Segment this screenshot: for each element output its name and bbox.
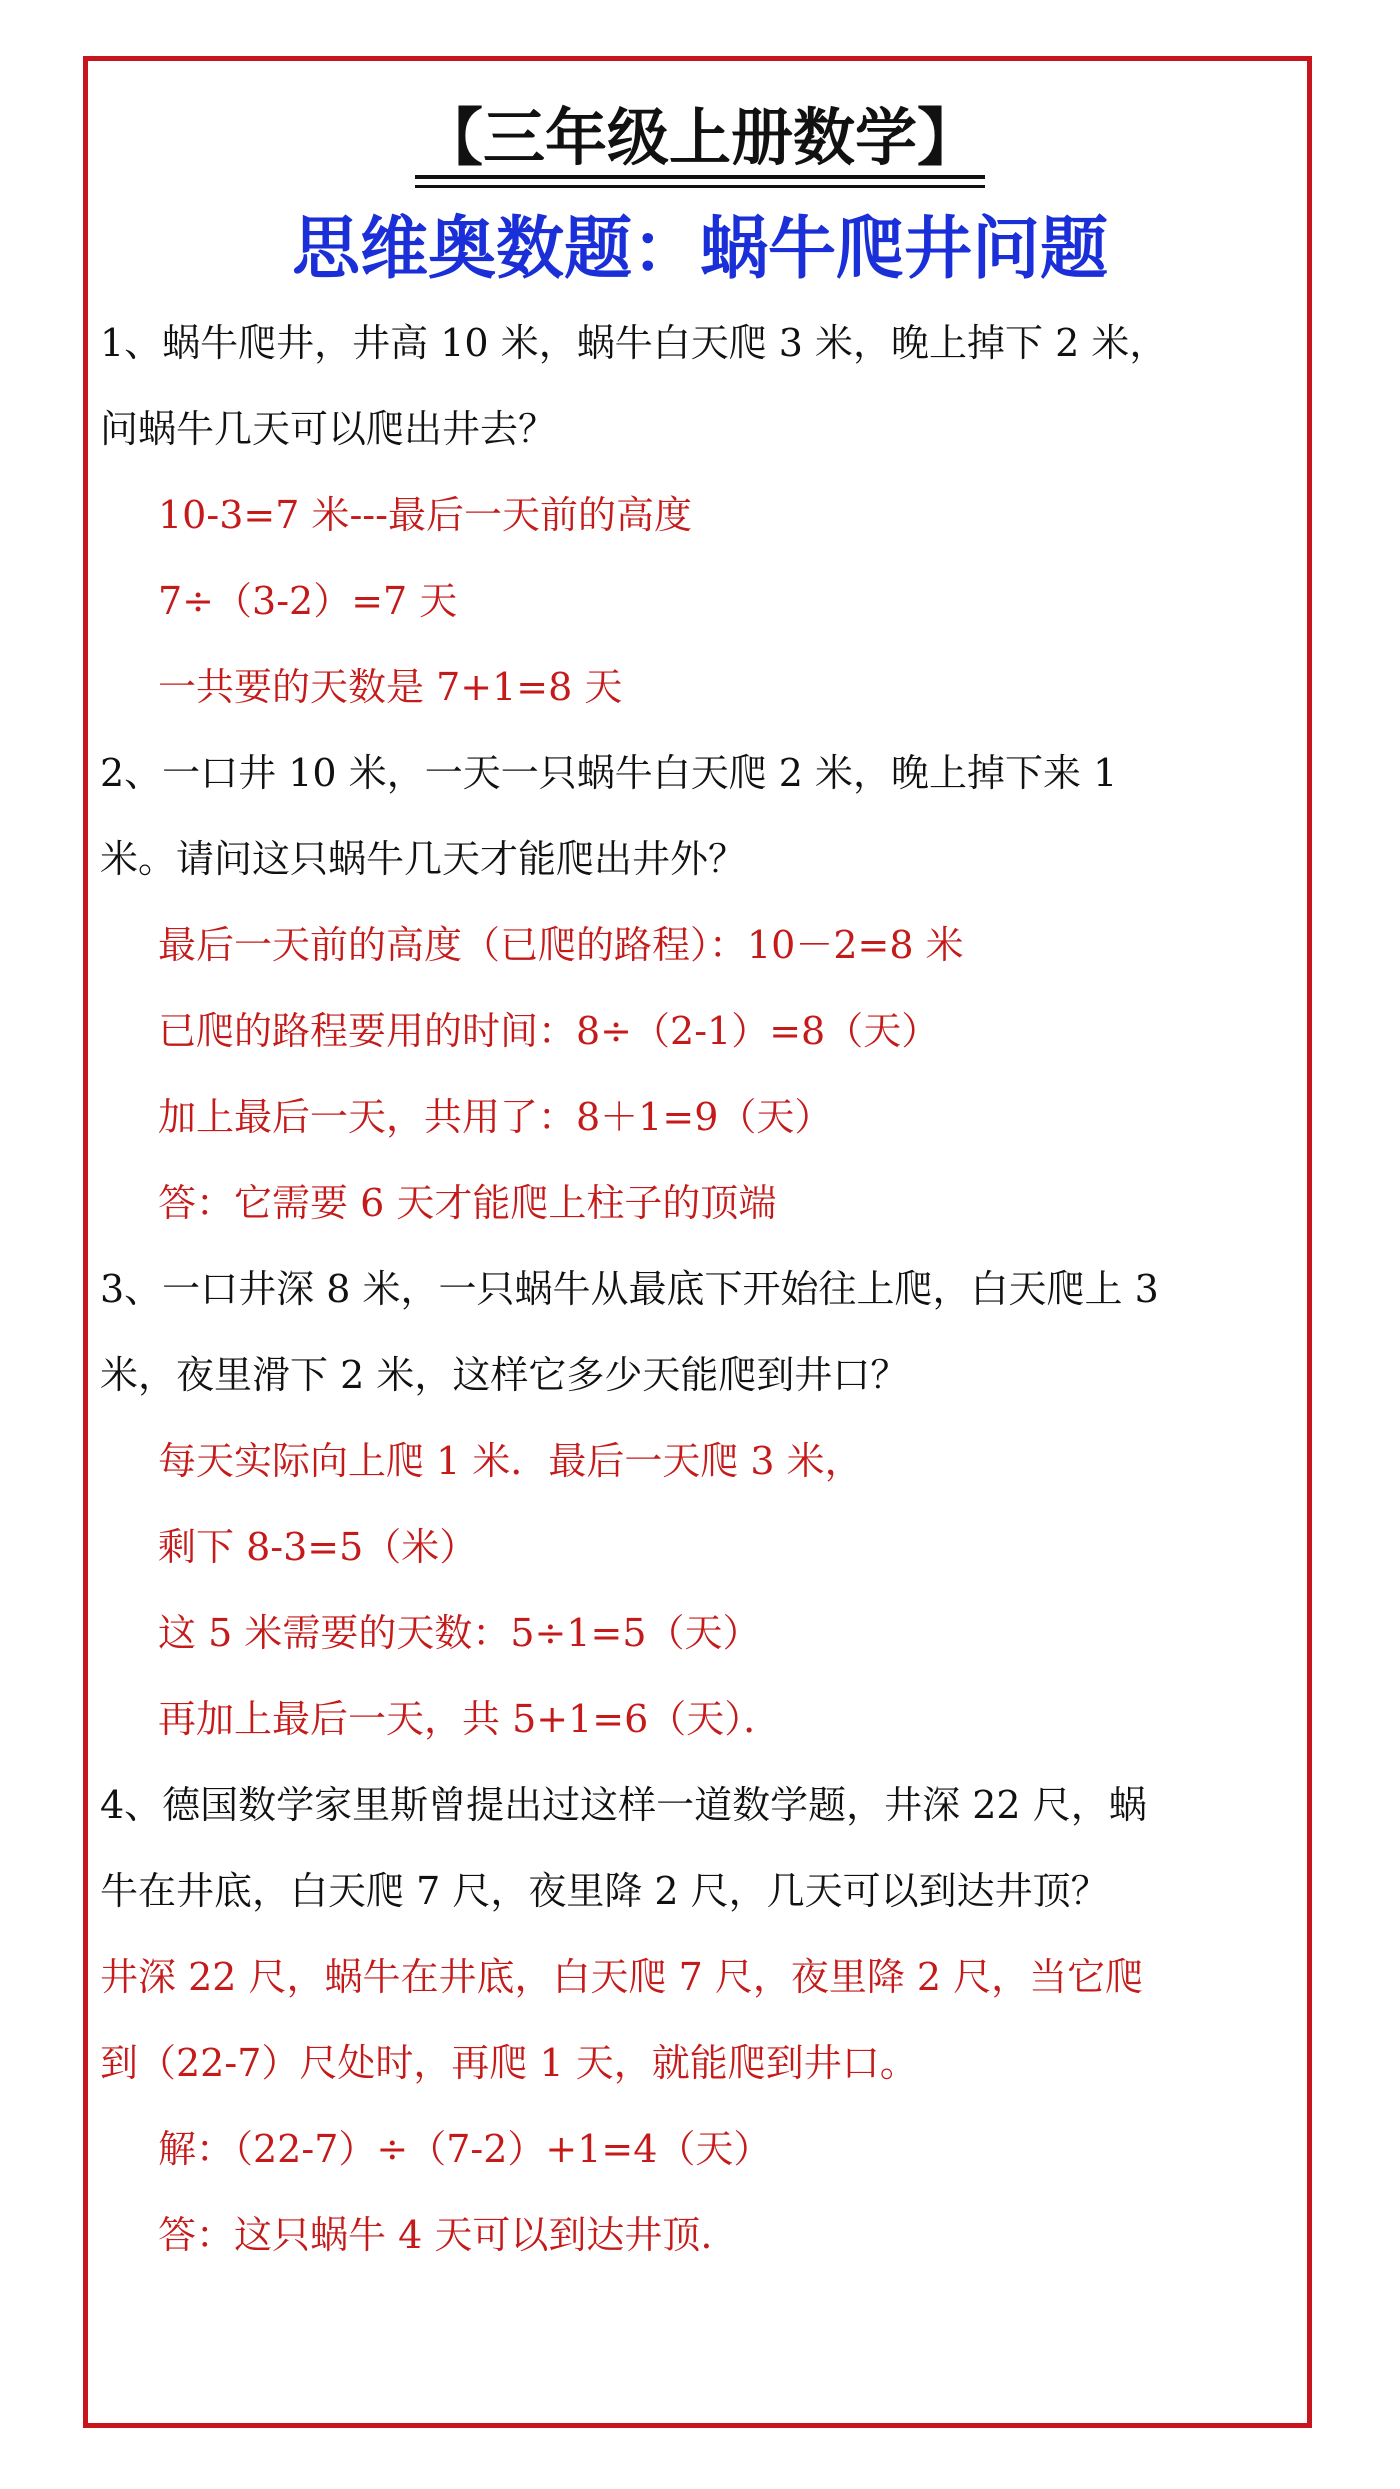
problem-1-answer-line-3: 一共要的天数是 7+1=8 天 [158, 665, 623, 709]
problem-4-question-line-1: 4、德国数学家里斯曾提出过这样一道数学题，井深 22 尺，蜗 [100, 1783, 1147, 1827]
page-subtitle: 思维奥数题：蜗牛爬井问题 [291, 210, 1108, 289]
problem-4-answer-line-2: 答：这只蜗牛 4 天可以到达井顶. [158, 2213, 713, 2257]
problem-3-question-line-2: 米，夜里滑下 2 米，这样它多少天能爬到井口？ [100, 1353, 909, 1397]
problem-2-answer-line-4: 答：它需要 6 天才能爬上柱子的顶端 [158, 1181, 777, 1225]
problem-1-question-line-1: 1、蜗牛爬井，井高 10 米，蜗牛白天爬 3 米，晚上掉下 2 米， [100, 321, 1168, 365]
problem-1-question-line-2: 问蜗牛几天可以爬出井去？ [100, 407, 557, 451]
problem-2-answer-line-2: 已爬的路程要用的时间：8÷（2-1）=8（天） [158, 1009, 940, 1053]
problem-4-question-line-2: 牛在井底，白天爬 7 尺，夜里降 2 尺，几天可以到达井顶？ [100, 1869, 1109, 1913]
problem-2-answer-line-1: 最后一天前的高度（已爬的路程）：10－2=8 米 [158, 923, 964, 967]
problem-2-question-line-1: 2、一口井 10 米，一天一只蜗牛白天爬 2 米，晚上掉下来 1 [100, 751, 1118, 795]
problem-3-answer-line-2: 剩下 8-3=5（米） [158, 1525, 478, 1569]
problem-1-answer-line-1: 10-3=7 米---最后一天前的高度 [158, 493, 692, 537]
problem-3-answer-line-3: 这 5 米需要的天数：5÷1=5（天） [158, 1611, 761, 1655]
problem-4-answer-line-1: 解：（22-7）÷（7-2）+1=4（天） [158, 2127, 772, 2171]
problem-4-explanation-line-2: 到（22-7）尺处时，再爬 1 天，就能爬到井口。 [100, 2041, 918, 2085]
problem-2-question-line-2: 米。请问这只蜗牛几天才能爬出井外？ [100, 837, 747, 881]
problem-3-answer-line-1: 每天实际向上爬 1 米．最后一天爬 3 米， [158, 1439, 863, 1483]
problem-4-explanation-line-1: 井深 22 尺，蜗牛在井底，白天爬 7 尺，夜里降 2 尺，当它爬 [100, 1955, 1144, 1999]
problem-3-question-line-1: 3、一口井深 8 米，一只蜗牛从最底下开始往上爬，白天爬上 3 [100, 1267, 1159, 1311]
problem-3-answer-line-4: 再加上最后一天，共 5+1=6（天）． [158, 1697, 782, 1741]
page-title: 【三年级上册数学】 [0, 98, 1400, 179]
problem-1-answer-line-2: 7÷（3-2）=7 天 [158, 579, 458, 623]
problem-2-answer-line-3: 加上最后一天，共用了：8＋1=9（天） [158, 1095, 833, 1139]
